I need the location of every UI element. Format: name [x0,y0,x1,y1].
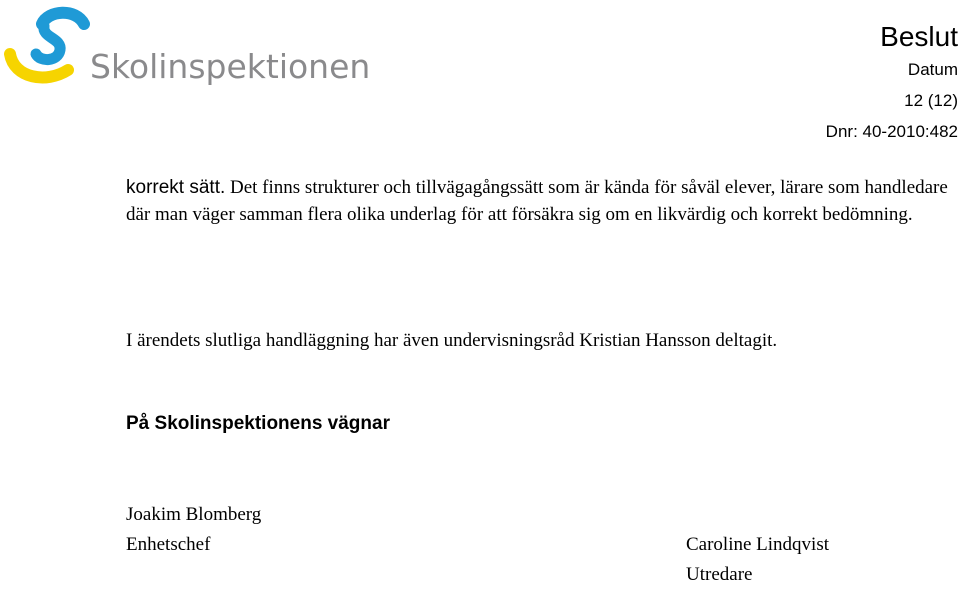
document-type: Beslut [880,21,958,52]
signatory-title: Enhetschef [126,534,211,555]
paragraph-rest-text: lärare som handledare där man väger samman flera olika underlag för att försäkra sig om en likvärdig och korrekt bedömning. [126,177,948,225]
signatory-right [686,530,829,590]
paragraph-first-line-rest: Det finns strukturer och tillvägagångssätt som är kända för såväl elever, [225,177,776,198]
signatory-title: Utredare [686,564,753,585]
case-number: Dnr: 40-2010:482 [825,122,958,141]
paragraph-lead-text: korrekt sätt. [126,177,226,198]
logo-wordmark: Skolinspektionen [90,47,371,86]
body-paragraph-1 [126,174,960,228]
signatory-name: Joakim Blomberg [126,504,262,525]
body-paragraph-2: I ärendets slutliga handläggning har även undervisningsråd Kristian Hansson deltagit. [126,330,778,351]
signatory-name: Caroline Lindqvist [686,534,830,555]
signature-heading: På Skolinspektionens vägnar [126,413,390,434]
skolinspektionen-logo [4,4,371,90]
document-header-meta [738,20,958,147]
logo-swoosh-icon [4,4,94,90]
page-indicator: 12 (12) [904,91,958,110]
date-label: Datum [907,60,958,79]
signatory-left [126,500,261,560]
